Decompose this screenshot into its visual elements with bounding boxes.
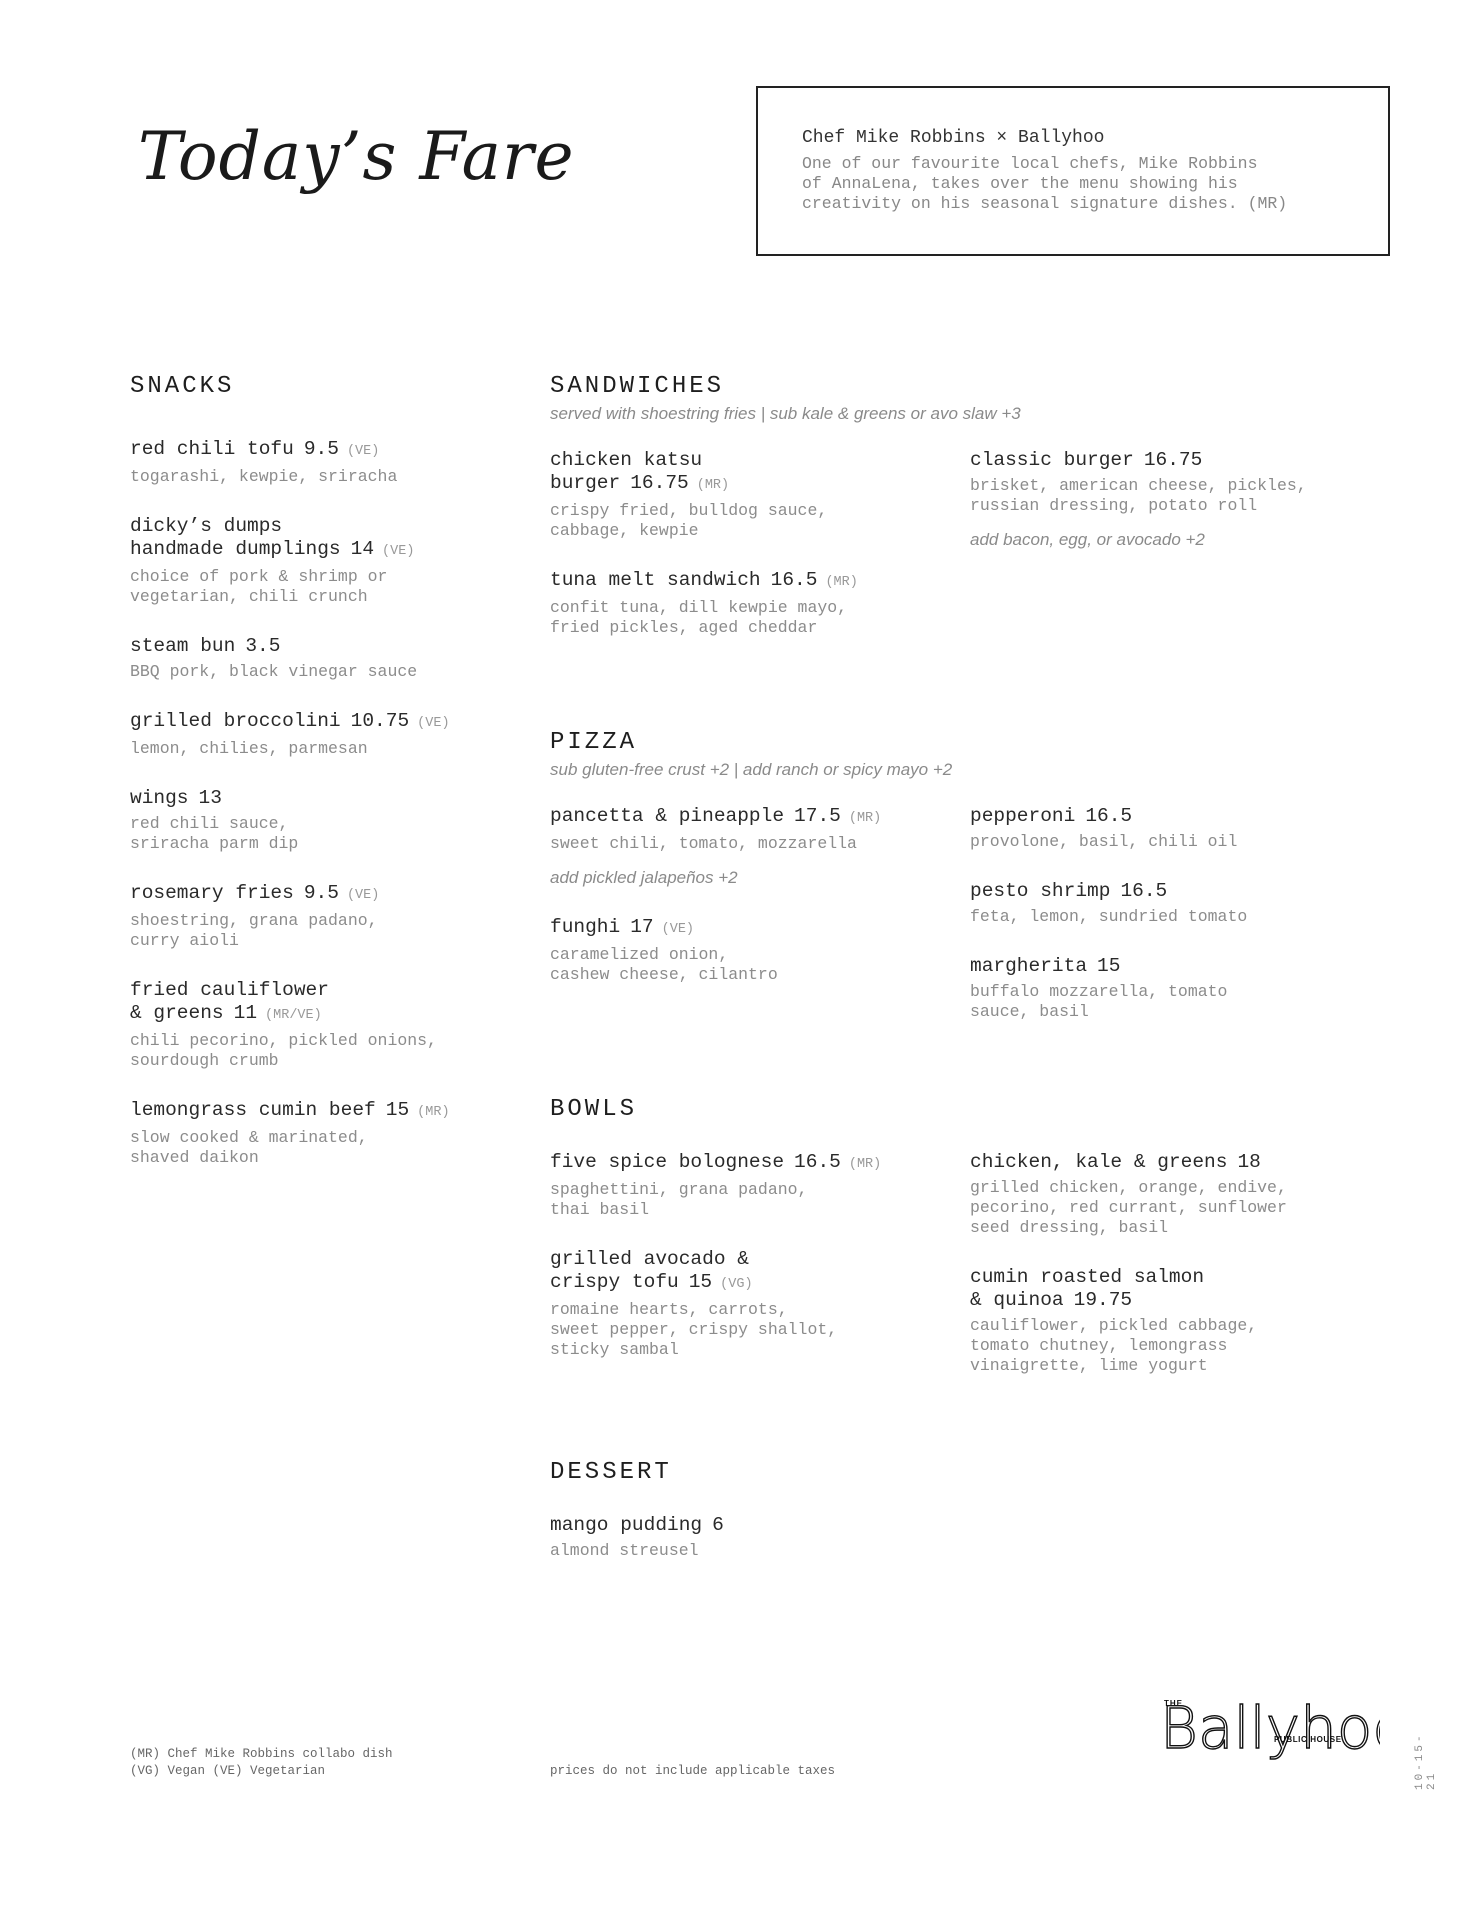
item-name: rosemary fries [130, 882, 294, 904]
dessert-section [550, 1458, 950, 1589]
menu-item [130, 438, 530, 487]
item-description-line: cashew cheese, cilantro [550, 965, 778, 984]
menu-item [130, 979, 530, 1071]
item-diet-tag: (VE) [661, 922, 695, 937]
item-price: 15 [385, 1099, 410, 1121]
item-description [130, 739, 530, 759]
item-name-line [970, 805, 1370, 828]
item-description [130, 1031, 530, 1071]
item-name-line [130, 1002, 530, 1027]
item-price: 17.5 [794, 805, 841, 827]
item-description-line: curry aioli [130, 931, 239, 950]
item-diet-tag: (VE) [346, 444, 380, 459]
item-name-line [550, 1151, 950, 1176]
menu-item [550, 916, 950, 985]
item-name-line [130, 787, 530, 810]
item-price: 15 [1097, 955, 1121, 977]
item-diet-tag: (MR) [417, 1105, 450, 1120]
snacks-list [130, 438, 530, 1168]
pizza-left [550, 805, 950, 1013]
item-name: crispy tofu [550, 1271, 679, 1293]
item-description-line: feta, lemon, sundried tomato [970, 907, 1248, 926]
item-description [550, 1300, 950, 1360]
menu-item [130, 882, 530, 951]
item-name-line [550, 1514, 950, 1537]
item-addon: add bacon, egg, or avocado +2 [970, 530, 1205, 549]
item-name-line [970, 449, 1370, 472]
menu-item [970, 880, 1370, 927]
item-price: 3.5 [245, 635, 281, 657]
menu-item [130, 515, 530, 607]
menu-item [970, 1151, 1370, 1238]
logo-the-text: THE [1164, 1699, 1183, 1708]
page-title: Today’s Fare [138, 118, 575, 195]
item-description-line: thai basil [550, 1200, 650, 1219]
item-price: 16.5 [770, 569, 818, 591]
item-name-line [550, 1271, 950, 1296]
item-name-line [130, 882, 530, 907]
item-price: 17 [630, 916, 654, 938]
item-name: lemongrass cumin beef [130, 1099, 376, 1121]
item-diet-tag: (VG) [720, 1277, 753, 1292]
pizza-right [970, 805, 1370, 1050]
item-price: 11 [233, 1002, 258, 1024]
menu-item [550, 805, 950, 888]
item-name: margherita [970, 955, 1088, 977]
item-description [970, 1178, 1370, 1238]
menu-item [130, 710, 530, 759]
item-name-line [550, 916, 950, 941]
item-description-line: chili pecorino, pickled onions, [130, 1031, 437, 1050]
item-description-line: cabbage, kewpie [550, 521, 699, 540]
item-price: 16.5 [1120, 880, 1168, 902]
item-diet-tag: (VE) [346, 888, 380, 903]
item-name-line [970, 1151, 1370, 1174]
item-description-line: pecorino, red currant, sunflower [970, 1198, 1287, 1217]
menu-item [970, 955, 1370, 1022]
legend-line: (MR) Chef Mike Robbins collabo dish [130, 1747, 393, 1761]
item-name-line [130, 1099, 530, 1124]
item-name-line [970, 1266, 1370, 1289]
item-diet-tag: (MR) [825, 575, 858, 590]
item-description [130, 662, 530, 682]
bowls-section [550, 1095, 1380, 1375]
menu-date: 10-15-21 [1414, 1732, 1438, 1790]
item-description-line: buffalo mozzarella, tomato [970, 982, 1228, 1001]
item-name: five spice bolognese [550, 1151, 785, 1173]
item-description [970, 832, 1370, 852]
item-description-line: sweet pepper, crispy shallot, [550, 1320, 838, 1339]
item-name-line [550, 805, 950, 830]
item-description [130, 567, 530, 607]
item-description-line: romaine hearts, carrots, [550, 1300, 788, 1319]
chef-feature-box [756, 86, 1390, 256]
item-description-line: lemon, chilies, parmesan [130, 739, 368, 758]
item-description-line: almond streusel [550, 1541, 699, 1560]
item-name-line [550, 449, 950, 472]
menu-item [550, 1514, 950, 1561]
dessert-list [550, 1514, 950, 1561]
sandwiches-section [550, 372, 1380, 637]
ballyhoo-logo [1140, 1646, 1380, 1776]
bowls-title: BOWLS [550, 1096, 638, 1123]
item-price: 16.75 [1143, 449, 1203, 471]
item-description [130, 467, 530, 487]
chef-box-line: One of our favourite local chefs, Mike Robbins [802, 154, 1258, 173]
snacks-section [130, 372, 530, 1196]
sandwiches-left [550, 449, 950, 666]
item-description [130, 911, 530, 951]
item-description-line: shoestring, grana padano, [130, 911, 378, 930]
item-description-line: red chili sauce, [130, 814, 289, 833]
item-diet-tag: (MR) [696, 478, 730, 493]
item-description-line: vinaigrette, lime yogurt [970, 1356, 1208, 1375]
logo-subtitle: PUBLIC HOUSE [1274, 1735, 1342, 1744]
menu-item [970, 805, 1370, 852]
item-price: 16.75 [630, 472, 689, 494]
item-name: steam bun [130, 635, 236, 657]
item-description-line: vegetarian, chili crunch [130, 587, 368, 606]
item-price: 9.5 [303, 438, 339, 460]
chef-box-text [802, 154, 1342, 214]
item-price: 19.75 [1073, 1289, 1133, 1311]
item-name: burger [550, 472, 621, 494]
chef-box-line: of AnnaLena, takes over the menu showing his [802, 174, 1238, 193]
item-name-line [550, 1248, 950, 1271]
item-name: pancetta & pineapple [550, 805, 785, 827]
item-description [970, 1316, 1370, 1376]
item-name-line [130, 515, 530, 538]
item-description-line: BBQ pork, black vinegar sauce [130, 662, 418, 681]
item-description-line: choice of pork & shrimp or [130, 567, 388, 586]
bowls-left [550, 1151, 950, 1388]
item-name: & quinoa [970, 1289, 1064, 1311]
item-description-line: togarashi, kewpie, sriracha [130, 467, 398, 486]
item-price: 10.75 [350, 710, 410, 732]
item-price: 16.5 [1085, 805, 1133, 827]
item-name-line [970, 955, 1370, 978]
item-price: 9.5 [303, 882, 339, 904]
item-name: grilled avocado & [550, 1248, 749, 1270]
item-name: pesto shrimp [970, 880, 1111, 902]
menu-item [130, 787, 530, 854]
item-description-line: caramelized onion, [550, 945, 729, 964]
item-description-line: sriracha parm dip [130, 834, 299, 853]
menu-item [550, 1151, 950, 1220]
item-name: chicken katsu [550, 449, 703, 471]
item-description-line: sweet chili, tomato, mozzarella [550, 834, 857, 853]
item-description-line: spaghettini, grana padano, [550, 1180, 808, 1199]
menu-item [550, 1248, 950, 1360]
item-name: chicken, kale & greens [970, 1151, 1228, 1173]
item-diet-tag: (MR) [848, 811, 882, 826]
item-description [550, 501, 950, 541]
item-description-line: slow cooked & marinated, [130, 1128, 368, 1147]
item-description-line: grilled chicken, orange, endive, [970, 1178, 1287, 1197]
item-name-line [550, 472, 950, 497]
item-name-line [970, 880, 1370, 903]
item-name: wings [130, 787, 189, 809]
item-description-line: sourdough crumb [130, 1051, 279, 1070]
item-name-line [130, 710, 530, 735]
pizza-note: sub gluten-free crust +2 | add ranch or spicy mayo +2 [550, 760, 953, 779]
chef-box-line: creativity on his seasonal signature dishes. (MR) [802, 194, 1288, 213]
item-description-line: sauce, basil [970, 1002, 1089, 1021]
item-name: cumin roasted salmon [970, 1266, 1205, 1288]
item-diet-tag: (MR/VE) [265, 1008, 322, 1023]
item-name: pepperoni [970, 805, 1076, 827]
menu-item [130, 1099, 530, 1168]
item-name: grilled broccolini [130, 710, 341, 732]
item-name: classic burger [970, 449, 1134, 471]
item-description [550, 598, 950, 638]
menu-item [970, 1266, 1370, 1376]
item-name: red chili tofu [130, 438, 294, 460]
item-description [130, 814, 530, 854]
item-price: 15 [688, 1271, 713, 1293]
item-name-line [970, 1289, 1370, 1312]
item-name: & greens [130, 1002, 224, 1024]
item-description-line: confit tuna, dill kewpie mayo, [550, 598, 848, 617]
menu-item [130, 635, 530, 682]
item-description-line: brisket, american cheese, pickles, [970, 476, 1307, 495]
taxes-note: prices do not include applicable taxes [550, 1764, 836, 1778]
item-description [550, 945, 950, 985]
sandwiches-right [970, 449, 1370, 578]
item-name-line [550, 569, 950, 594]
item-description-line: provolone, basil, chili oil [970, 832, 1238, 851]
item-description [970, 476, 1370, 516]
item-description [130, 1128, 530, 1168]
item-description-line: russian dressing, potato roll [970, 496, 1258, 515]
item-name-line [130, 538, 530, 563]
item-description-line: cauliflower, pickled cabbage, [970, 1316, 1258, 1335]
pizza-section [550, 728, 1380, 1021]
snacks-title: SNACKS [130, 373, 235, 400]
item-description-line: crispy fried, bulldog sauce, [550, 501, 828, 520]
chef-box-heading: Chef Mike Robbins × Ballyhoo [802, 128, 1105, 148]
menu-item [550, 449, 950, 541]
item-description-line: tomato chutney, lemongrass [970, 1336, 1228, 1355]
item-description-line: sticky sambal [550, 1340, 679, 1359]
menu-item [970, 449, 1370, 550]
item-name: fried cauliflower [130, 979, 329, 1001]
sandwiches-title: SANDWICHES [550, 373, 725, 400]
item-description [970, 982, 1370, 1022]
pizza-title: PIZZA [550, 729, 638, 756]
item-price: 16.5 [794, 1151, 841, 1173]
item-description [970, 907, 1370, 927]
legend-line: (VG) Vegan (VE) Vegetarian [130, 1764, 326, 1778]
item-name: funghi [550, 916, 621, 938]
item-diet-tag: (VE) [382, 544, 415, 559]
item-name-line [130, 635, 530, 658]
item-diet-tag: (MR) [848, 1157, 882, 1172]
item-addon: add pickled jalapeños +2 [550, 868, 738, 887]
menu-item [550, 569, 950, 638]
item-name: mango pudding [550, 1514, 703, 1536]
dessert-title: DESSERT [550, 1459, 672, 1486]
legend [130, 1746, 393, 1780]
item-description [550, 1180, 950, 1220]
item-name-line [130, 438, 530, 463]
logo-wordmark: Ballyho [1160, 1694, 1373, 1762]
item-name: dicky’s dumps [130, 515, 283, 537]
item-name: handmade dumplings [130, 538, 341, 560]
item-name-line [130, 979, 530, 1002]
item-name: tuna melt sandwich [550, 569, 761, 591]
sandwiches-note: served with shoestring fries | sub kale & greens or avo slaw +3 [550, 404, 1021, 423]
item-price: 18 [1237, 1151, 1261, 1173]
item-price: 13 [198, 787, 222, 809]
item-description-line: fried pickles, aged cheddar [550, 618, 818, 637]
item-description [550, 834, 950, 854]
item-price: 6 [712, 1514, 724, 1536]
item-description-line: seed dressing, basil [970, 1218, 1169, 1237]
item-price: 14 [350, 538, 375, 560]
item-diet-tag: (VE) [417, 716, 450, 731]
bowls-right [970, 1151, 1370, 1404]
item-description [550, 1541, 950, 1561]
item-description-line: shaved daikon [130, 1148, 259, 1167]
